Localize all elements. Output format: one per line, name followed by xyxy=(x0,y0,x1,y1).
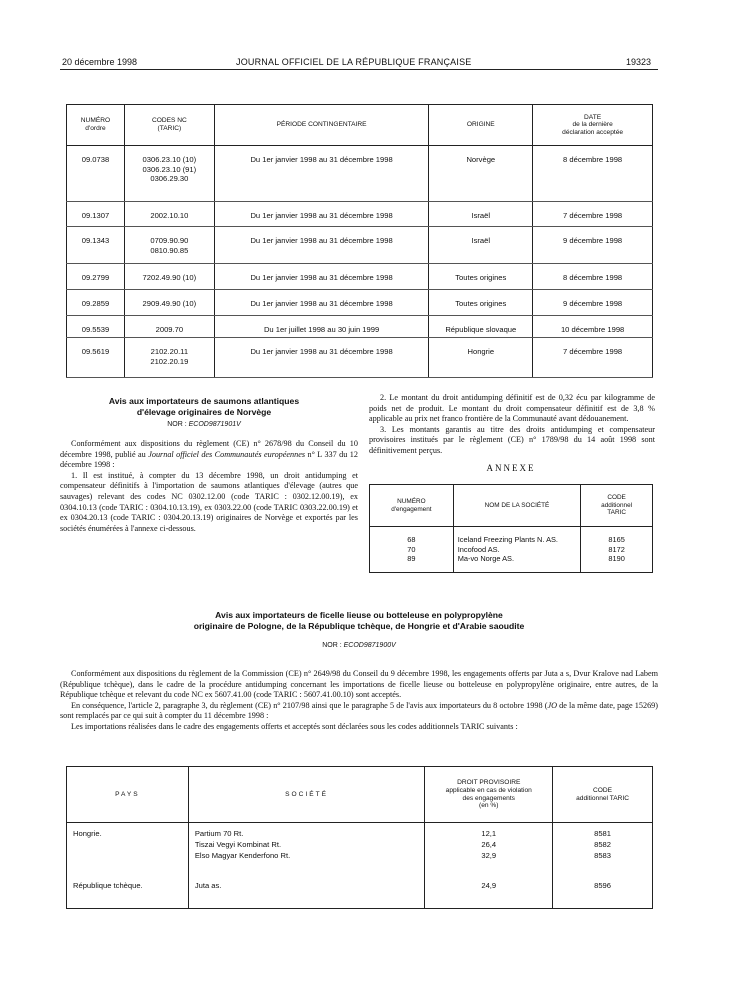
notice2-paragraph: Conformément aux dispositions du règlement de la Commission (CE) n° 2649/98 du Conseil du 9 décembre 1998, les engagements offerts par Juta a s, Dvur Kralove nad Labem (République tchèque), dans le cadre de la procédure antidumping concernant les importations de ficelle lieuse ou botteleuse en polypropylène originaire, entre autres, de la République tchèque et relevant du code NC ex 5607.41.00 (code TARIC : 5607.41.00.10) sont acceptés. xyxy=(60,669,658,700)
table-row xyxy=(67,290,653,316)
notice1-nor xyxy=(60,421,348,428)
cell-societes xyxy=(188,823,425,871)
list-item: Elso Magyar Kenderfono Rt. xyxy=(194,851,291,860)
list-item: 24,9 xyxy=(481,880,497,890)
cell-numero: 09.5619 xyxy=(67,338,125,378)
quota-table-header xyxy=(67,105,653,146)
cell-date: 10 décembre 1998 xyxy=(533,316,653,338)
notice2-nor xyxy=(60,642,658,649)
header-date: 20 décembre 1998 xyxy=(62,57,138,67)
cell-periode: Du 1er janvier 1998 au 31 décembre 1998 xyxy=(214,290,429,316)
list-item: Ma-vo Norge AS. xyxy=(457,554,515,564)
header-numero: NUMÉRO d'ordre xyxy=(67,105,125,146)
quota-table xyxy=(66,104,653,378)
header-date: DATE de la dernière déclaration acceptée xyxy=(533,105,653,146)
cell-date: 8 décembre 1998 xyxy=(533,264,653,290)
annexe-societes xyxy=(453,527,580,573)
list-item: Juta as. xyxy=(194,880,222,890)
cell-codes xyxy=(553,823,653,871)
cell-numero: 09.5539 xyxy=(67,316,125,338)
notice1-title xyxy=(60,396,348,417)
cell-codes: 0709.90.90 0810.90.85 xyxy=(124,227,214,264)
cell-periode: Du 1er janvier 1998 au 31 décembre 1998 xyxy=(214,202,429,227)
notice1-title-line2: d'élevage originaires de Norvège xyxy=(136,406,272,417)
cell-periode: Du 1er janvier 1998 au 31 décembre 1998 xyxy=(214,146,429,202)
list-item: 8596 xyxy=(594,880,612,890)
cell-codes xyxy=(553,871,653,909)
cell-origine: Norvège xyxy=(429,146,533,202)
cell-date: 7 décembre 1998 xyxy=(533,202,653,227)
table-row xyxy=(67,146,653,202)
nor-code: ECOD9871901V xyxy=(188,421,241,428)
annexe-header xyxy=(370,485,653,527)
cell-numero: 09.2799 xyxy=(67,264,125,290)
annexe-codes xyxy=(581,527,653,573)
list-item: 26,4 xyxy=(481,840,497,849)
cell-origine: République slovaque xyxy=(429,316,533,338)
annexe-title: ANNEXE xyxy=(486,463,536,473)
list-item: Tiszai Vegyi Kombinat Rt. xyxy=(194,840,282,849)
list-item: 8582 xyxy=(594,840,612,849)
cell-date: 7 décembre 1998 xyxy=(533,338,653,378)
journal-title: JOURNAL OFFICIEL DE LA RÉPUBLIQUE FRANÇAISE xyxy=(236,57,472,67)
list-item: Iceland Freezing Plants N. AS. xyxy=(457,535,558,544)
table-row xyxy=(67,202,653,227)
header-droit: DROIT PROVISOIRE applicable en cas de violation des engagements (en %) xyxy=(425,767,553,823)
cell-societes xyxy=(188,871,425,909)
cell-pays: Hongrie. xyxy=(67,823,189,871)
list-item: 8165 xyxy=(608,535,625,544)
cell-droits xyxy=(425,871,553,909)
cell-pays: République tchèque. xyxy=(67,871,189,909)
table-row xyxy=(67,871,653,909)
nor-label: NOR : xyxy=(322,642,342,649)
cell-codes: 0306.23.10 (10) 0306.23.10 (91) 0306.29.30 xyxy=(124,146,214,202)
page-number: 19323 xyxy=(626,57,652,67)
nor-code: ECOD9871900V xyxy=(343,642,396,649)
cell-droits xyxy=(425,823,553,871)
table-row xyxy=(67,823,653,871)
cell-date: 9 décembre 1998 xyxy=(533,290,653,316)
cell-origine: Israël xyxy=(429,202,533,227)
cell-codes: 2002.10.10 xyxy=(124,202,214,227)
table-row xyxy=(67,227,653,264)
annexe-body xyxy=(370,527,653,573)
cell-numero: 09.1307 xyxy=(67,202,125,227)
cell-codes: 2909.49.90 (10) xyxy=(124,290,214,316)
header-pays: PAYS xyxy=(67,767,189,823)
notice1-title-line1: Avis aux importateurs de saumons atlantiques xyxy=(108,396,300,406)
list-item: 12,1 xyxy=(481,829,497,838)
list-item: Incofood AS. xyxy=(457,544,500,554)
cell-codes: 2102.20.11 2102.20.19 xyxy=(124,338,214,378)
list-item: 89 xyxy=(407,554,416,564)
list-item: 70 xyxy=(407,544,416,554)
table-row xyxy=(67,264,653,290)
list-item: 8172 xyxy=(608,544,625,554)
list-item: 32,9 xyxy=(481,851,497,860)
header-periode: PÉRIODE CONTINGENTAIRE xyxy=(214,105,429,146)
cell-periode: Du 1er janvier 1998 au 31 décembre 1998 xyxy=(214,227,429,264)
cell-date: 9 décembre 1998 xyxy=(533,227,653,264)
header-codes: CODES NC (TARIC) xyxy=(124,105,214,146)
annexe-table xyxy=(369,484,653,573)
list-item: 8581 xyxy=(594,829,612,838)
header-engagement: NUMÉRO d'engagement xyxy=(370,485,454,527)
header-societe: NOM DE LA SOCIÉTÉ xyxy=(453,485,580,527)
list-item: 8190 xyxy=(608,554,625,564)
twine-table xyxy=(66,766,653,909)
notice2-title-line2: originaire de Pologne, de la République tchèque, de Hongrie et d'Arabie saoudite xyxy=(193,620,525,631)
cell-periode: Du 1er juillet 1998 au 30 juin 1999 xyxy=(214,316,429,338)
header-code: CODE additionnel TARIC xyxy=(553,767,653,823)
annexe-numeros xyxy=(370,527,454,573)
notice2-title xyxy=(60,610,658,631)
notice1-paragraph: 2. Le montant du droit antidumping définitif est de 0,32 écu par kilogramme de poids net de produit. Le montant du droit compensateur définitif est de 3,8 % applicable au prix net franco frontière de la Communauté avant dédouanement. xyxy=(369,393,655,424)
header-code: CODE additionnel TARIC xyxy=(581,485,653,527)
cell-periode: Du 1er janvier 1998 au 31 décembre 1998 xyxy=(214,338,429,378)
list-item: Partium 70 Rt. xyxy=(194,829,244,838)
cell-origine: Hongrie xyxy=(429,338,533,378)
cell-numero: 09.1343 xyxy=(67,227,125,264)
notice1-left-text xyxy=(60,439,358,534)
notice2-text xyxy=(60,669,658,733)
header-societe: SOCIÉTÉ xyxy=(188,767,425,823)
cell-origine: Toutes origines xyxy=(429,264,533,290)
notice2-title-line1: Avis aux importateurs de ficelle lieuse ou botteleuse en polypropylène xyxy=(215,610,503,620)
cell-codes: 7202.49.90 (10) xyxy=(124,264,214,290)
notice1-paragraph: 3. Les montants garantis au titre des droits antidumping et compensateur provisoires institués par le règlement (CE) n° 1789/98 du 14 août 1998 sont définitivement perçus. xyxy=(369,424,655,455)
notice1-paragraph: 1. Il est institué, à compter du 13 décembre 1998, un droit antidumping et compensateur définitifs à l'importation de saumons atlantiques d'élevage (autres que sauvages) relevant des codes NC 0302.12.00 (code TARIC : 0302.12.00.19), ex 0304.10.13 (code TARIC : 0304.10.13.19), ex 0303.22.00 (code TARIC 0303.22.00.19) et ex 0304.20.13 (code TARIC : 0304.20.13.19) originaires de Norvège et exportés par les sociétés énumérées à l'annexe ci-dessous. xyxy=(60,470,358,533)
list-item: 68 xyxy=(407,535,416,544)
cell-codes: 2009.70 xyxy=(124,316,214,338)
cell-numero: 09.0738 xyxy=(67,146,125,202)
notice1-right-text xyxy=(369,393,655,457)
cell-origine: Israël xyxy=(429,227,533,264)
cell-origine: Toutes origines xyxy=(429,290,533,316)
cell-numero: 09.2859 xyxy=(67,290,125,316)
notice2-paragraph: Les importations réalisées dans le cadre des engagements offerts et acceptés sont déclarées sous les codes additionnels TARIC suivants : xyxy=(71,721,518,731)
header-origine: ORIGINE xyxy=(429,105,533,146)
twine-header xyxy=(67,767,653,823)
cell-date: 8 décembre 1998 xyxy=(533,146,653,202)
notice2-paragraph: En conséquence, l'article 2, paragraphe 3, du règlement (CE) n° 2107/98 ainsi que le paragraphe 5 de l'avis aux importateurs du 8 octobre 1998 (JO de la même date, page 15269) sont remplacés par ce qui suit à compter du 11 décembre 1998 : xyxy=(60,700,658,721)
notice1-paragraph: Conformément aux dispositions du règlement (CE) n° 2678/98 du Conseil du 10 décembre 1998, publié au Journal officiel des Communautés européennes n° L 337 du 12 décembre 1998 : xyxy=(60,439,358,470)
list-item: 8583 xyxy=(594,851,612,860)
header-rule xyxy=(60,69,658,70)
table-row xyxy=(67,338,653,378)
nor-label: NOR : xyxy=(167,421,187,428)
table-row xyxy=(67,316,653,338)
cell-periode: Du 1er janvier 1998 au 31 décembre 1998 xyxy=(214,264,429,290)
